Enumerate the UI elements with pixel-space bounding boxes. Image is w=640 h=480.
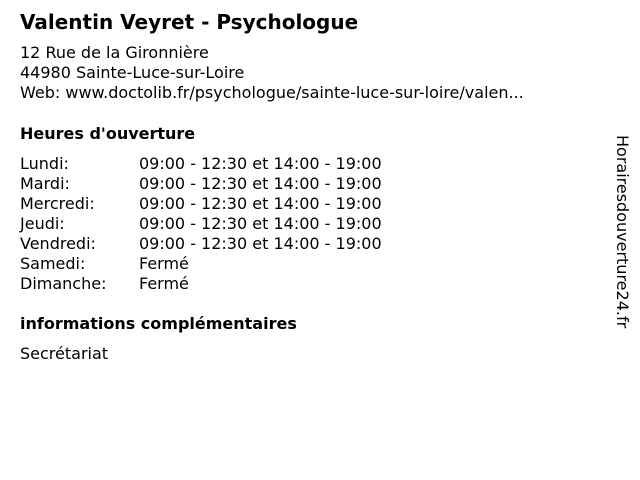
- hours-value: Fermé: [139, 254, 189, 273]
- day-label: Lundi:: [20, 154, 69, 173]
- opening-hours-heading: Heures d'ouverture: [20, 124, 196, 143]
- address-city: 44980 Sainte-Luce-sur-Loire: [20, 63, 245, 82]
- hours-value: Fermé: [139, 274, 189, 293]
- hours-value: 09:00 - 12:30 et 14:00 - 19:00: [139, 154, 382, 173]
- hours-row-sunday: [20, 274, 440, 294]
- additional-info-heading: informations complémentaires: [20, 314, 297, 333]
- address-block: [20, 43, 524, 103]
- opening-hours-list: [20, 154, 440, 294]
- hours-row-monday: [20, 154, 440, 174]
- hours-value: 09:00 - 12:30 et 14:00 - 19:00: [139, 174, 382, 193]
- hours-value: 09:00 - 12:30 et 14:00 - 19:00: [139, 234, 382, 253]
- hours-row-tuesday: [20, 174, 440, 194]
- hours-value: 09:00 - 12:30 et 14:00 - 19:00: [139, 194, 382, 213]
- hours-value: 09:00 - 12:30 et 14:00 - 19:00: [139, 214, 382, 233]
- hours-row-saturday: [20, 254, 440, 274]
- day-label: Mercredi:: [20, 194, 95, 213]
- hours-row-thursday: [20, 214, 440, 234]
- address-street: 12 Rue de la Gironnière: [20, 43, 209, 62]
- site-brand-vertical: Horairesdouverture24.fr: [613, 135, 632, 329]
- additional-info-text: Secrétariat: [20, 344, 109, 363]
- day-label: Jeudi:: [20, 214, 65, 233]
- day-label: Samedi:: [20, 254, 86, 273]
- hours-row-friday: [20, 234, 440, 254]
- day-label: Vendredi:: [20, 234, 96, 253]
- website-link[interactable]: Web: www.doctolib.fr/psychologue/sainte-luce-sur-loire/valen...: [20, 83, 524, 102]
- hours-row-wednesday: [20, 194, 440, 214]
- page-title: Valentin Veyret - Psychologue: [20, 10, 359, 34]
- day-label: Mardi:: [20, 174, 70, 193]
- day-label: Dimanche:: [20, 274, 107, 293]
